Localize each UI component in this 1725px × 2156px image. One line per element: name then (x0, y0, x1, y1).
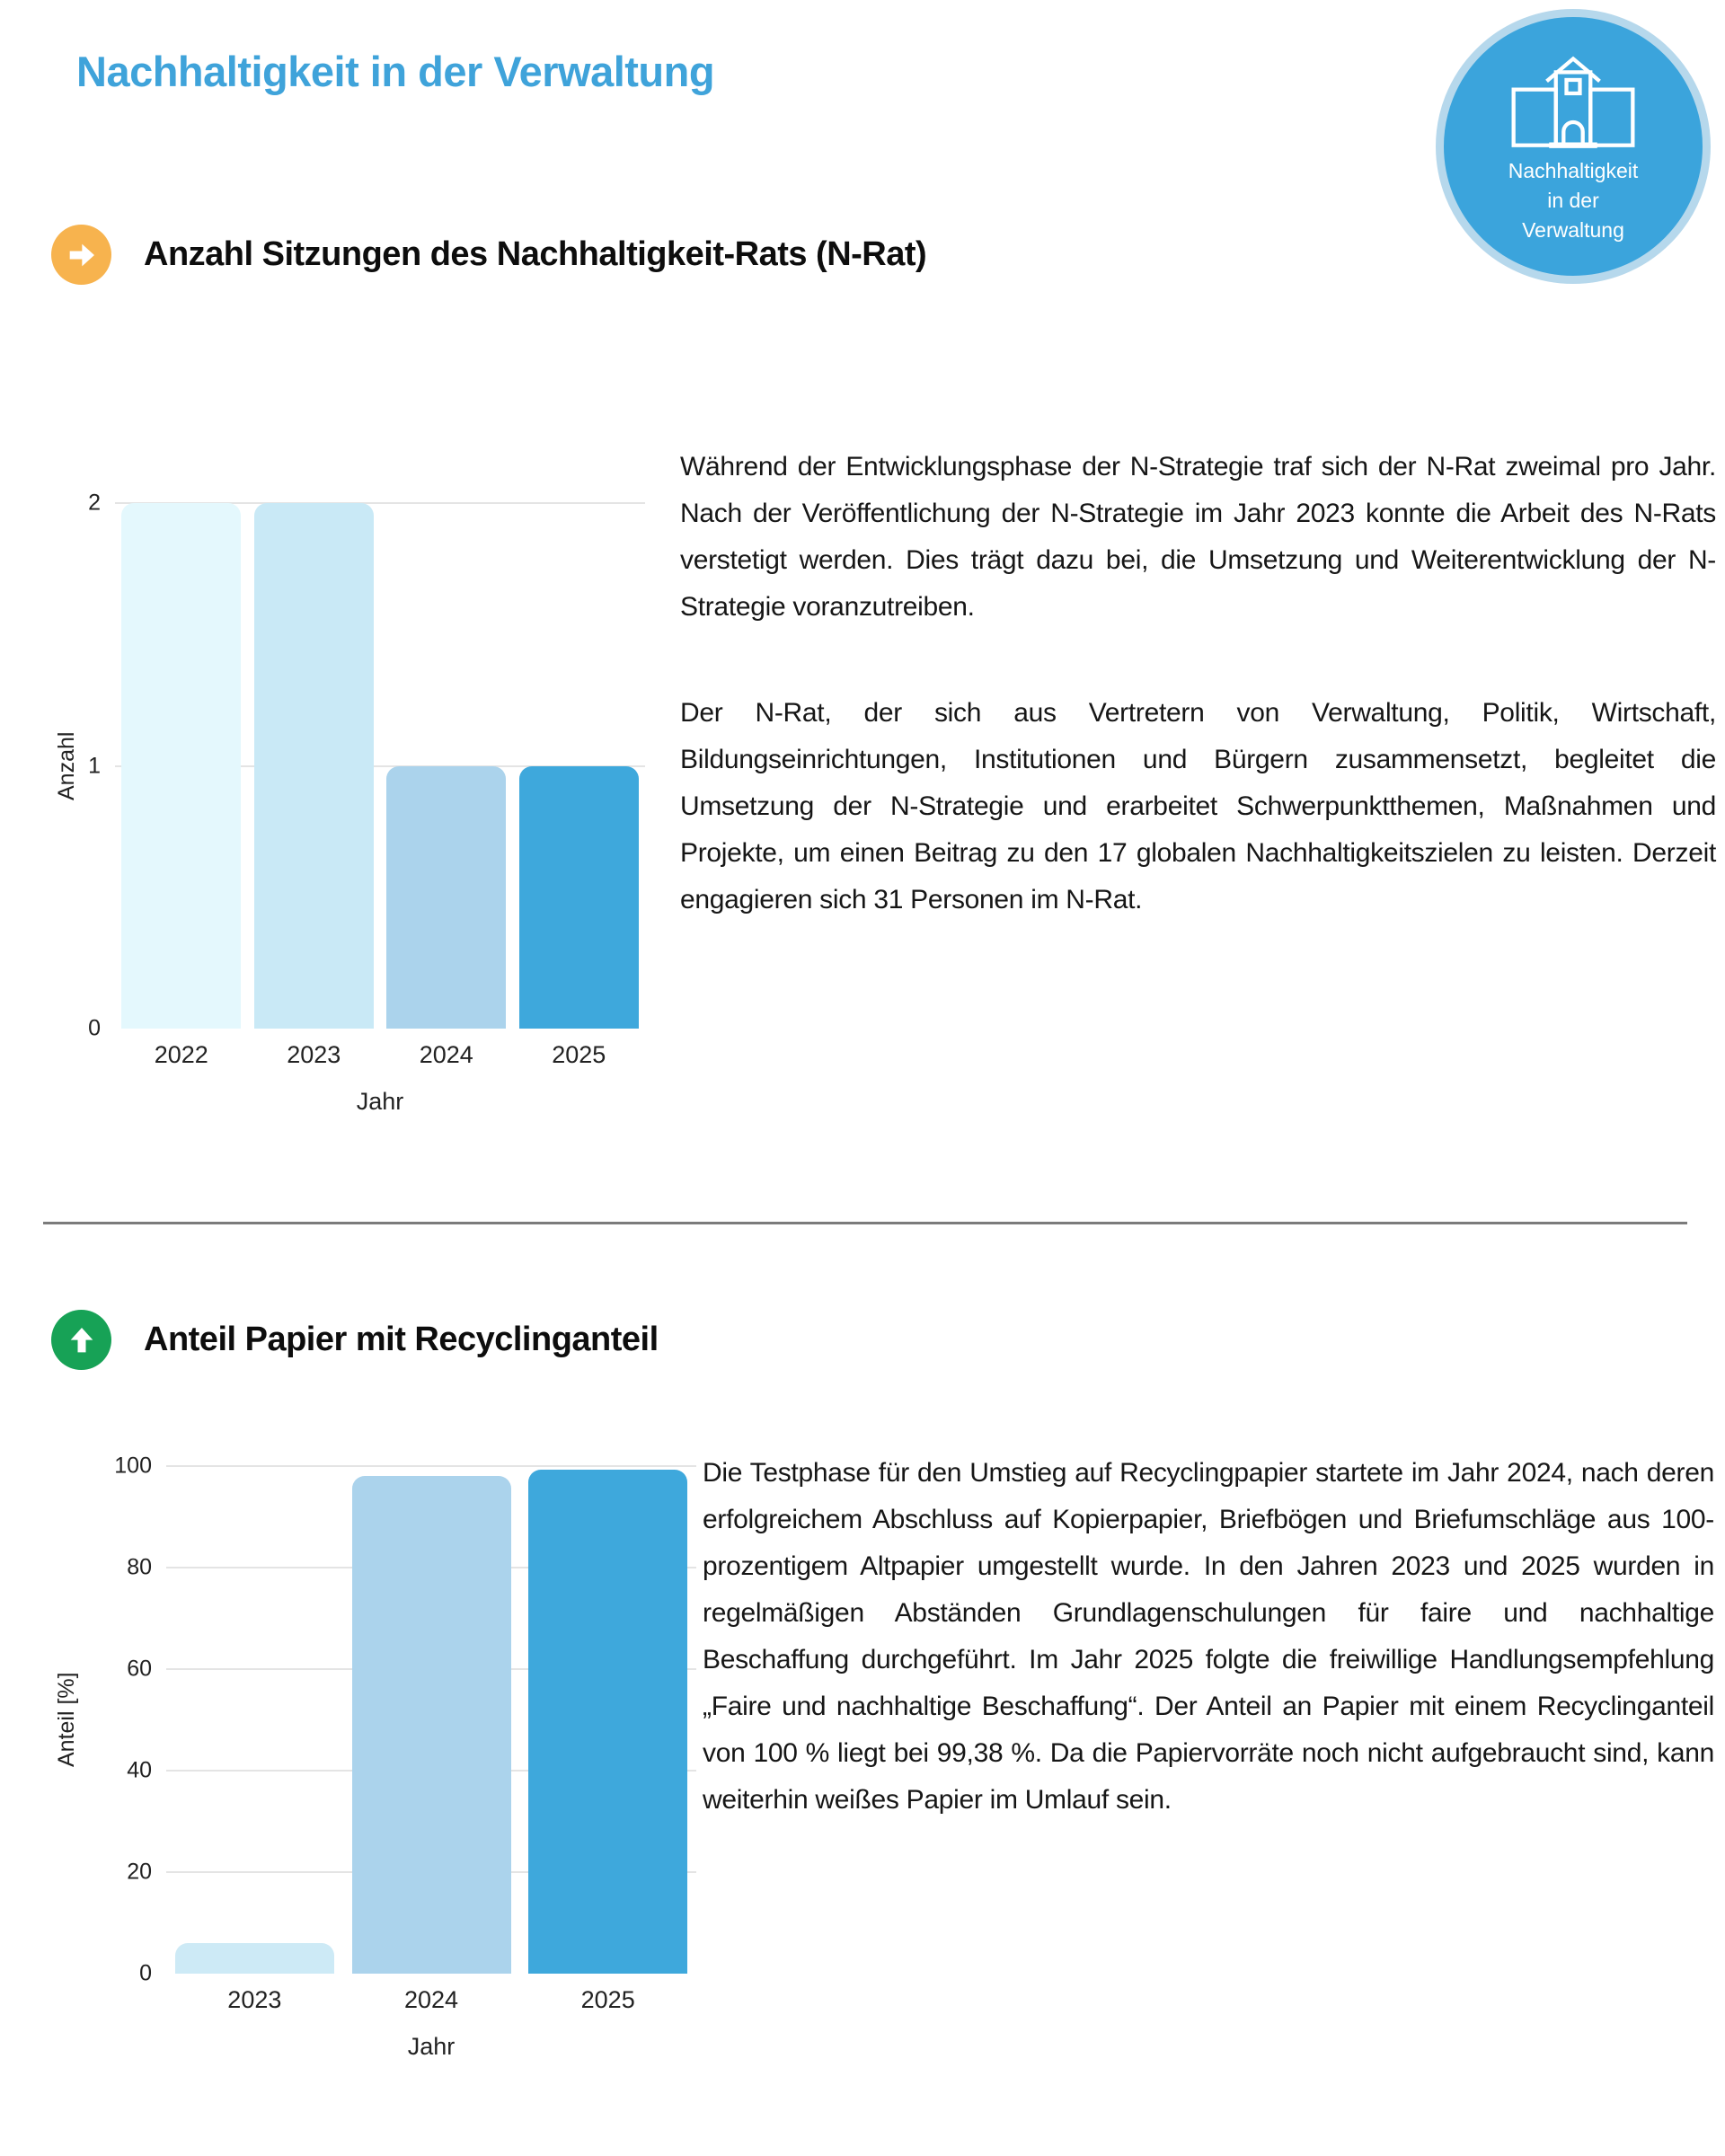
x-axis-tick-label: 2024 (419, 1041, 473, 1068)
y-axis-title: Anzahl (54, 731, 79, 800)
x-axis-title: Jahr (356, 1088, 404, 1115)
bar-slot (248, 503, 381, 1029)
y-axis-tick-label: 20 (127, 1859, 152, 1885)
bar-2025 (528, 1470, 687, 1974)
paragraph: Der N-Rat, der sich aus Vertretern von Verwaltung, Politik, Wirtschaft, Bildungseinrichtungen, Institutionen und Bürgern zusammensetzt, begleitet die Umsetzung der N-Strategie und erarbeitet Schwerpunktthemen, Maßnahmen und Projekte, um einen Beitrag zu den 17 globalen Nachhaltigkeitszielen zu leisten. Derzeit engagieren sich 31 Personen im N-Rat. (680, 698, 1716, 915)
bar-2024 (386, 766, 506, 1029)
y-axis-tick-label: 1 (88, 753, 101, 778)
badge-text (1508, 156, 1638, 245)
bar-slot (343, 1466, 520, 1974)
plot-area (88, 490, 645, 1041)
x-axis-tick-label: 2024 (403, 1986, 459, 2013)
bars (115, 503, 645, 1029)
x-axis-labels (166, 1986, 696, 2014)
badge-line: Verwaltung (1522, 218, 1624, 242)
bar-2025 (519, 766, 639, 1029)
town-hall-building-icon (1506, 53, 1641, 149)
bar-2024 (352, 1476, 511, 1974)
x-axis-tick-label: 2023 (227, 1986, 282, 2013)
nrat-text-column (680, 444, 1716, 923)
section-header-nrat (51, 225, 926, 285)
bar-slot (513, 503, 646, 1029)
bar-2023 (254, 503, 374, 1029)
plot-area (114, 1453, 696, 1986)
recycling-bar-chart (52, 1451, 696, 2098)
recycling-text-column (703, 1450, 1714, 1824)
badge-line: in der (1547, 189, 1599, 212)
y-axis-tick-label: 40 (127, 1757, 152, 1783)
x-axis-labels (115, 1041, 645, 1069)
x-axis-tick-label: 2025 (580, 1986, 635, 2013)
paragraph: Die Testphase für den Umstieg auf Recyclingpapier startete im Jahr 2024, nach deren erfolgreichem Abschluss auf Kopierpapier, Briefbögen und Briefumschläge aus 100-prozentigem Altpapier umgestellt wurde. In den Jahren 2023 und 2025 wurden in regelmäßigen Abständen Grundlagenschulungen für faire und nachhaltige Beschaffung durchgeführt. Im Jahr 2025 folgte die freiwillige Handlungsempfehlung „Faire und nachhaltige Beschaffung“. Der Anteil an Papier mit einem Recyclinganteil von 100 % liegt bei 99,38 %. Da die Papiervorräte noch nicht aufgebraucht sind, kann weiterhin weißes Papier im Umlauf sein. (703, 1458, 1714, 1815)
paragraph: Während der Entwicklungsphase der N-Strategie traf sich der N-Rat zweimal pro Jahr. Nach der Veröffentlichung der N-Strategie im Jahr 2023 konnte die Arbeit des N-Rats verstetigt werden. Dies trägt dazu bei, die Umsetzung und Weiterentwicklung der N-Strategie voranzutreiben. (680, 452, 1716, 622)
x-axis-title: Jahr (407, 2033, 456, 2060)
x-axis-tick-label: 2025 (552, 1041, 606, 1068)
bar-2023 (175, 1943, 334, 1974)
bar-2022 (121, 503, 241, 1029)
bar-slot (115, 503, 248, 1029)
bar-slot (166, 1466, 343, 1974)
section-heading-nrat: Anzahl Sitzungen des Nachhaltigkeit-Rats (N-Rat) (144, 235, 927, 273)
arrow-up-icon (51, 1310, 111, 1370)
section-header-recycling (51, 1310, 659, 1370)
sessions-bar-chart (52, 490, 645, 1118)
y-axis-tick-label: 2 (88, 490, 101, 516)
x-axis-tick-label: 2022 (154, 1041, 208, 1068)
sustainability-badge (1436, 9, 1711, 284)
y-axis-tick-label: 80 (127, 1554, 152, 1580)
y-axis-title: Anteil [%] (54, 1672, 79, 1768)
y-axis-tick-label: 0 (88, 1015, 101, 1041)
arrow-right-icon (51, 225, 111, 285)
badge-line: Nachhaltigkeit (1508, 159, 1639, 182)
page-title: Nachhaltigkeit in der Verwaltung (76, 48, 715, 95)
bar-slot (519, 1466, 696, 1974)
section-heading-recycling: Anteil Papier mit Recyclinganteil (144, 1321, 659, 1358)
x-axis-tick-label: 2023 (287, 1041, 341, 1068)
bar-slot (380, 503, 513, 1029)
bars (166, 1466, 696, 1974)
y-axis-tick-label: 100 (114, 1453, 152, 1479)
y-axis-tick-label: 0 (139, 1960, 152, 1986)
section-divider (43, 1222, 1687, 1224)
y-axis-tick-label: 60 (127, 1656, 152, 1682)
